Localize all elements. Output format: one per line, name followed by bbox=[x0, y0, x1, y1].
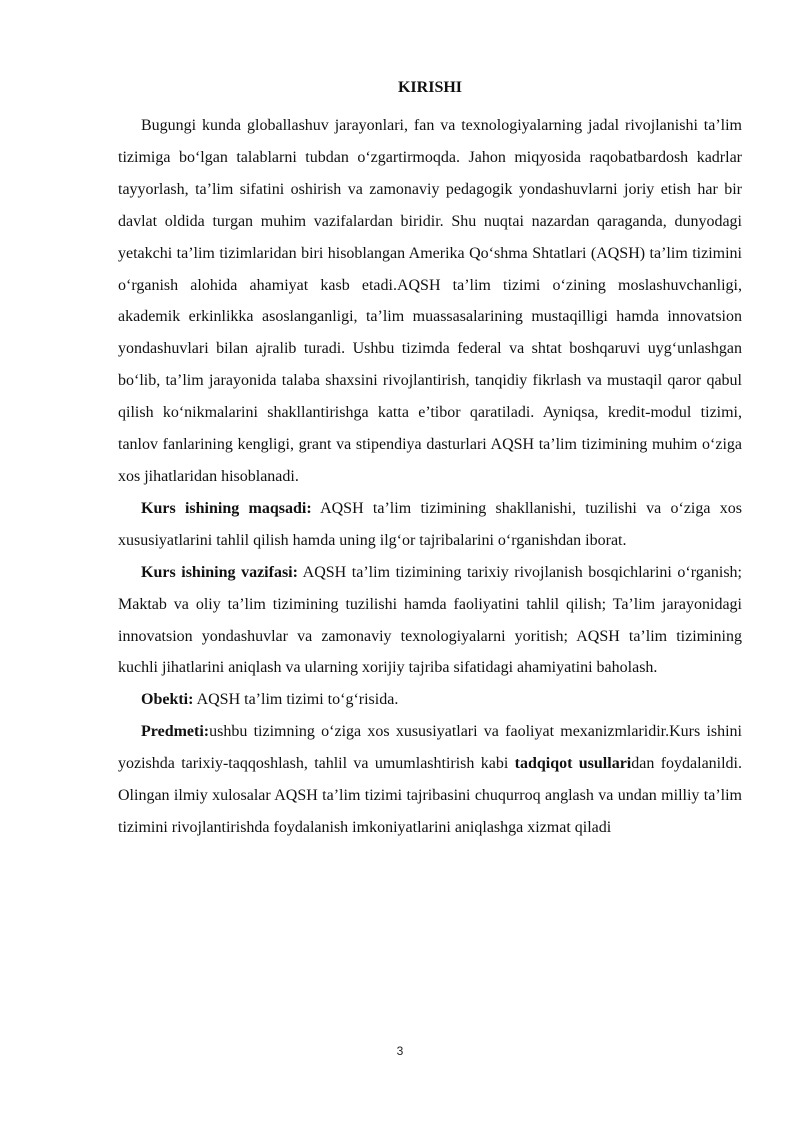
goal-label: Kurs ishining maqsadi: bbox=[141, 499, 312, 517]
subject-text-after: dan foydalanildi. Olingan ilmiy xulosalar AQSH ta’lim tizimi tajribasini chuqurroq anglash va undan milliy ta’lim tizimini rivojlantirishda foydalanish imkoniyatlarini aniqlashga xizmat qiladi bbox=[118, 755, 743, 836]
methods-label: tadqiqot usullari bbox=[514, 755, 632, 773]
tasks-label: Kurs ishining vazifasi: bbox=[141, 563, 298, 581]
page-title: KIRISHI bbox=[397, 79, 463, 96]
object-text: AQSH ta’lim tizimi to‘g‘risida. bbox=[193, 691, 399, 709]
tasks-paragraph bbox=[118, 557, 742, 685]
goal-text: AQSH ta’lim tizimining shakllanishi, tuzilishi va o‘ziga xos xususiyatlarini tahlil qilish hamda uning ilg‘or tajribalarini o‘rganishdan iborat. bbox=[118, 499, 742, 549]
subject-paragraph bbox=[118, 716, 742, 844]
page-number: 3 bbox=[396, 1044, 404, 1058]
tasks-text: AQSH ta’lim tizimining tarixiy rivojlanish bosqichlarini o‘rganish; Maktab va oliy ta’lim tizimining tuzilishi hamda faoliyatini tahlil qilish; Ta’lim jarayonidagi innovatsion yondashuvlar va zamonaviy texnologiyalarni yoritish; AQSH ta’lim tizimining kuchli jihatlarini aniqlash va ularning xorijiy tajriba sifatidagi ahamiyatini baholash. bbox=[118, 563, 742, 677]
intro-paragraph bbox=[118, 110, 742, 493]
document-page bbox=[118, 74, 742, 844]
object-label: Obekti: bbox=[141, 691, 194, 709]
subject-text-before: ushbu tizimning o‘ziga xos xususiyatlari va faoliyat mexanizmlaridir.Kurs ishini yozishda tarixiy-taqqoshlash, tahlil va umumlashtirish kabi bbox=[118, 723, 742, 773]
intro-text: Bugungi kunda globallashuv jarayonlari, fan va texnologiyalarning jadal rivojlanishi ta’lim tizimiga bo‘lgan talablarni tubdan o‘zgartirmoqda. Jahon miqyosida raqobatbardosh kadrlar tayyorlash, ta’lim sifatini oshirish va zamonaviy pedagogik yondashuvlarni joriy etish har bir davlat oldida turgan muhim vazifalardan biridir. Shu nuqtai nazardan qaraganda, dunyodagi yetakchi ta’lim tizimlaridan biri hisoblangan Amerika Qo‘shma Shtatlari (AQSH) ta’lim tizimini o‘rganish alohida ahamiyat kasb etadi.AQSH ta’lim tizimi o‘zining moslashuvchanligi, akademik erkinlikka asoslanganligi, ta’lim muassasalarining mustaqilligi hamda innovatsion yondashuvlari bilan ajralib turadi. Ushbu tizimda federal va shtat boshqaruvi uyg‘unlashgan bo‘lib, ta’lim jarayonida talaba shaxsini rivojlantirish, tanqidiy fikrlash va mustaqil qaror qabul qilish ko‘nikmalarini shakllantirishga katta e’tibor qaratiladi. Ayniqsa, kredit-modul tizimi, tanlov fanlarining kengligi, grant va stipendiya dasturlari AQSH ta’lim tizimining muhim o‘ziga xos jihatlaridan hisoblanadi. bbox=[118, 117, 742, 485]
object-paragraph bbox=[118, 684, 742, 716]
goal-paragraph bbox=[118, 493, 742, 557]
subject-label: Predmeti: bbox=[141, 723, 210, 741]
